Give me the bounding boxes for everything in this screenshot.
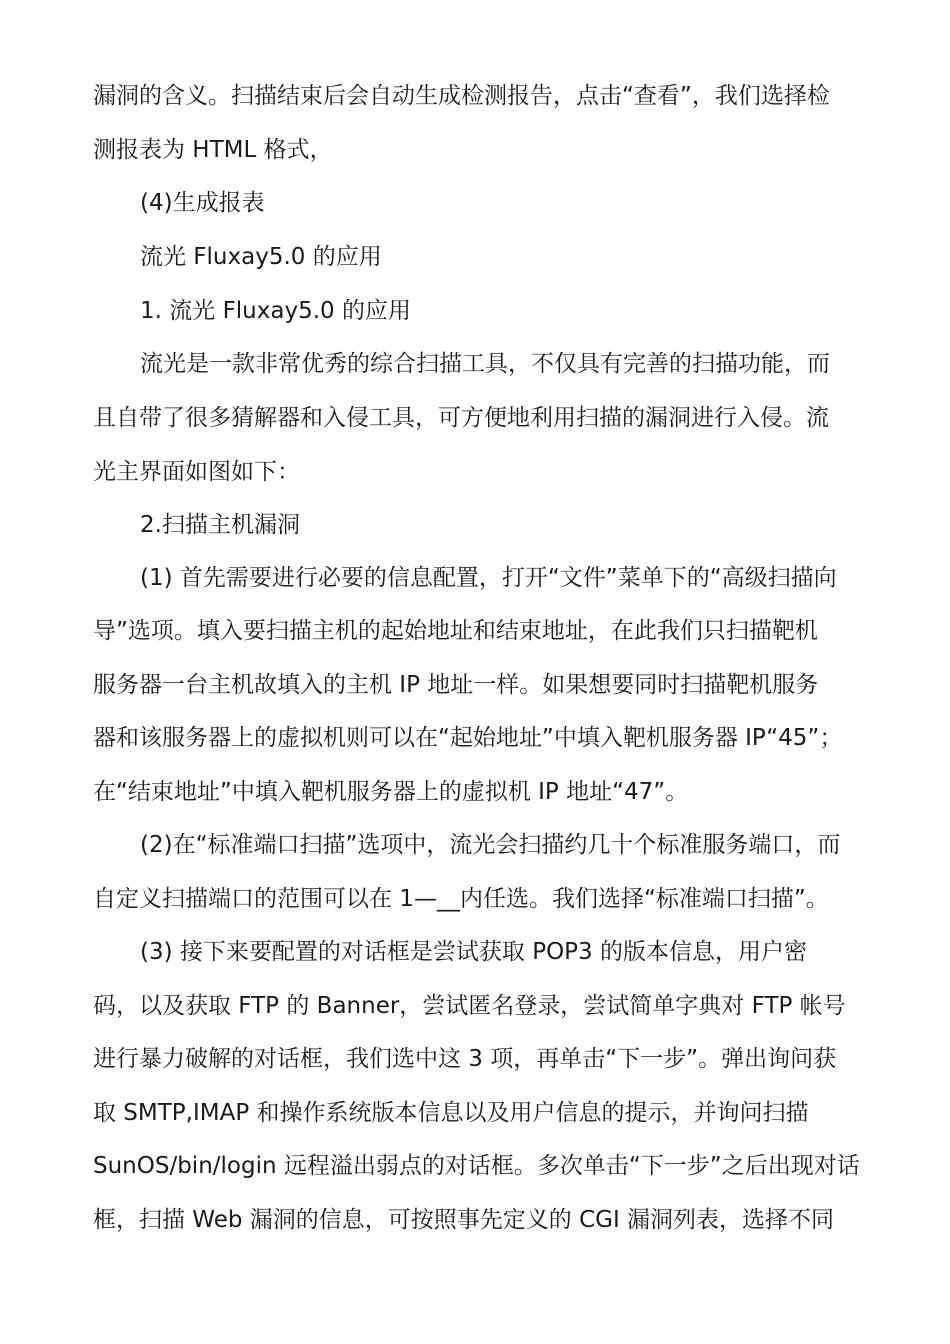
text-line-6: 流光是一款非常优秀的综合扫描工具，不仅具有完善的扫描功能，而 [140,351,830,377]
section-heading-scan-host: 2.扫描主机漏洞 [140,512,300,538]
text-line-13: 器和该服务器上的虚拟机则可以在“起始地址”中填入靶机服务器 IP“45”； [93,725,843,751]
text-line-11: 导”选项。填入要扫描主机的起始地址和结束地址，在此我们只扫描靶机 [93,618,818,644]
text-line-21: SunOS/bin/login 远程溢出弱点的对话框。多次单击“下一步”之后出现对话 [93,1153,860,1179]
text-line-14: 在“结束地址”中填入靶机服务器上的虚拟机 IP 地址“47”。 [93,779,689,805]
text-line-19: 进行暴力破解的对话框，我们选中这 3 项，再单击“下一步”。弹出询问获 [93,1046,837,1072]
section-heading-fluxay-numbered: 1. 流光 Fluxay5.0 的应用 [140,298,411,324]
text-line-15: (2)在“标准端口扫描”选项中，流光会扫描约几十个标准服务端口，而 [140,832,841,858]
text-line-16: 自定义扫描端口的范围可以在 1—__内任选。我们选择“标准端口扫描”。 [93,886,829,912]
text-line-17: (3) 接下来要配置的对话框是尝试获取 POP3 的版本信息，用户密 [140,939,807,965]
text-line-8: 光主界面如图如下： [93,459,300,485]
text-line-20: 取 SMTP,IMAP 和操作系统版本信息以及用户信息的提示，并询问扫描 [93,1100,809,1126]
text-line-22: 框，扫描 Web 漏洞的信息，可按照事先定义的 CGI 漏洞列表，选择不同 [93,1207,835,1233]
text-line-12: 服务器一台主机故填入的主机 IP 地址一样。如果想要同时扫描靶机服务 [93,672,819,698]
text-line-2: 测报表为 HTML 格式， [93,137,333,163]
text-line-10: (1) 首先需要进行必要的信息配置，打开“文件”菜单下的“高级扫描向 [140,565,837,591]
section-heading-generate-report: (4)生成报表 [140,190,265,216]
text-line-18: 码，以及获取 FTP 的 Banner，尝试匿名登录，尝试简单字典对 FTP 帐号 [93,993,846,1019]
section-heading-fluxay: 流光 Fluxay5.0 的应用 [140,244,382,270]
text-line-7: 且自带了很多猜解器和入侵工具，可方便地利用扫描的漏洞进行入侵。流 [93,405,829,431]
text-line-1: 漏洞的含义。扫描结束后会自动生成检测报告，点击“查看”，我们选择检 [93,83,830,109]
